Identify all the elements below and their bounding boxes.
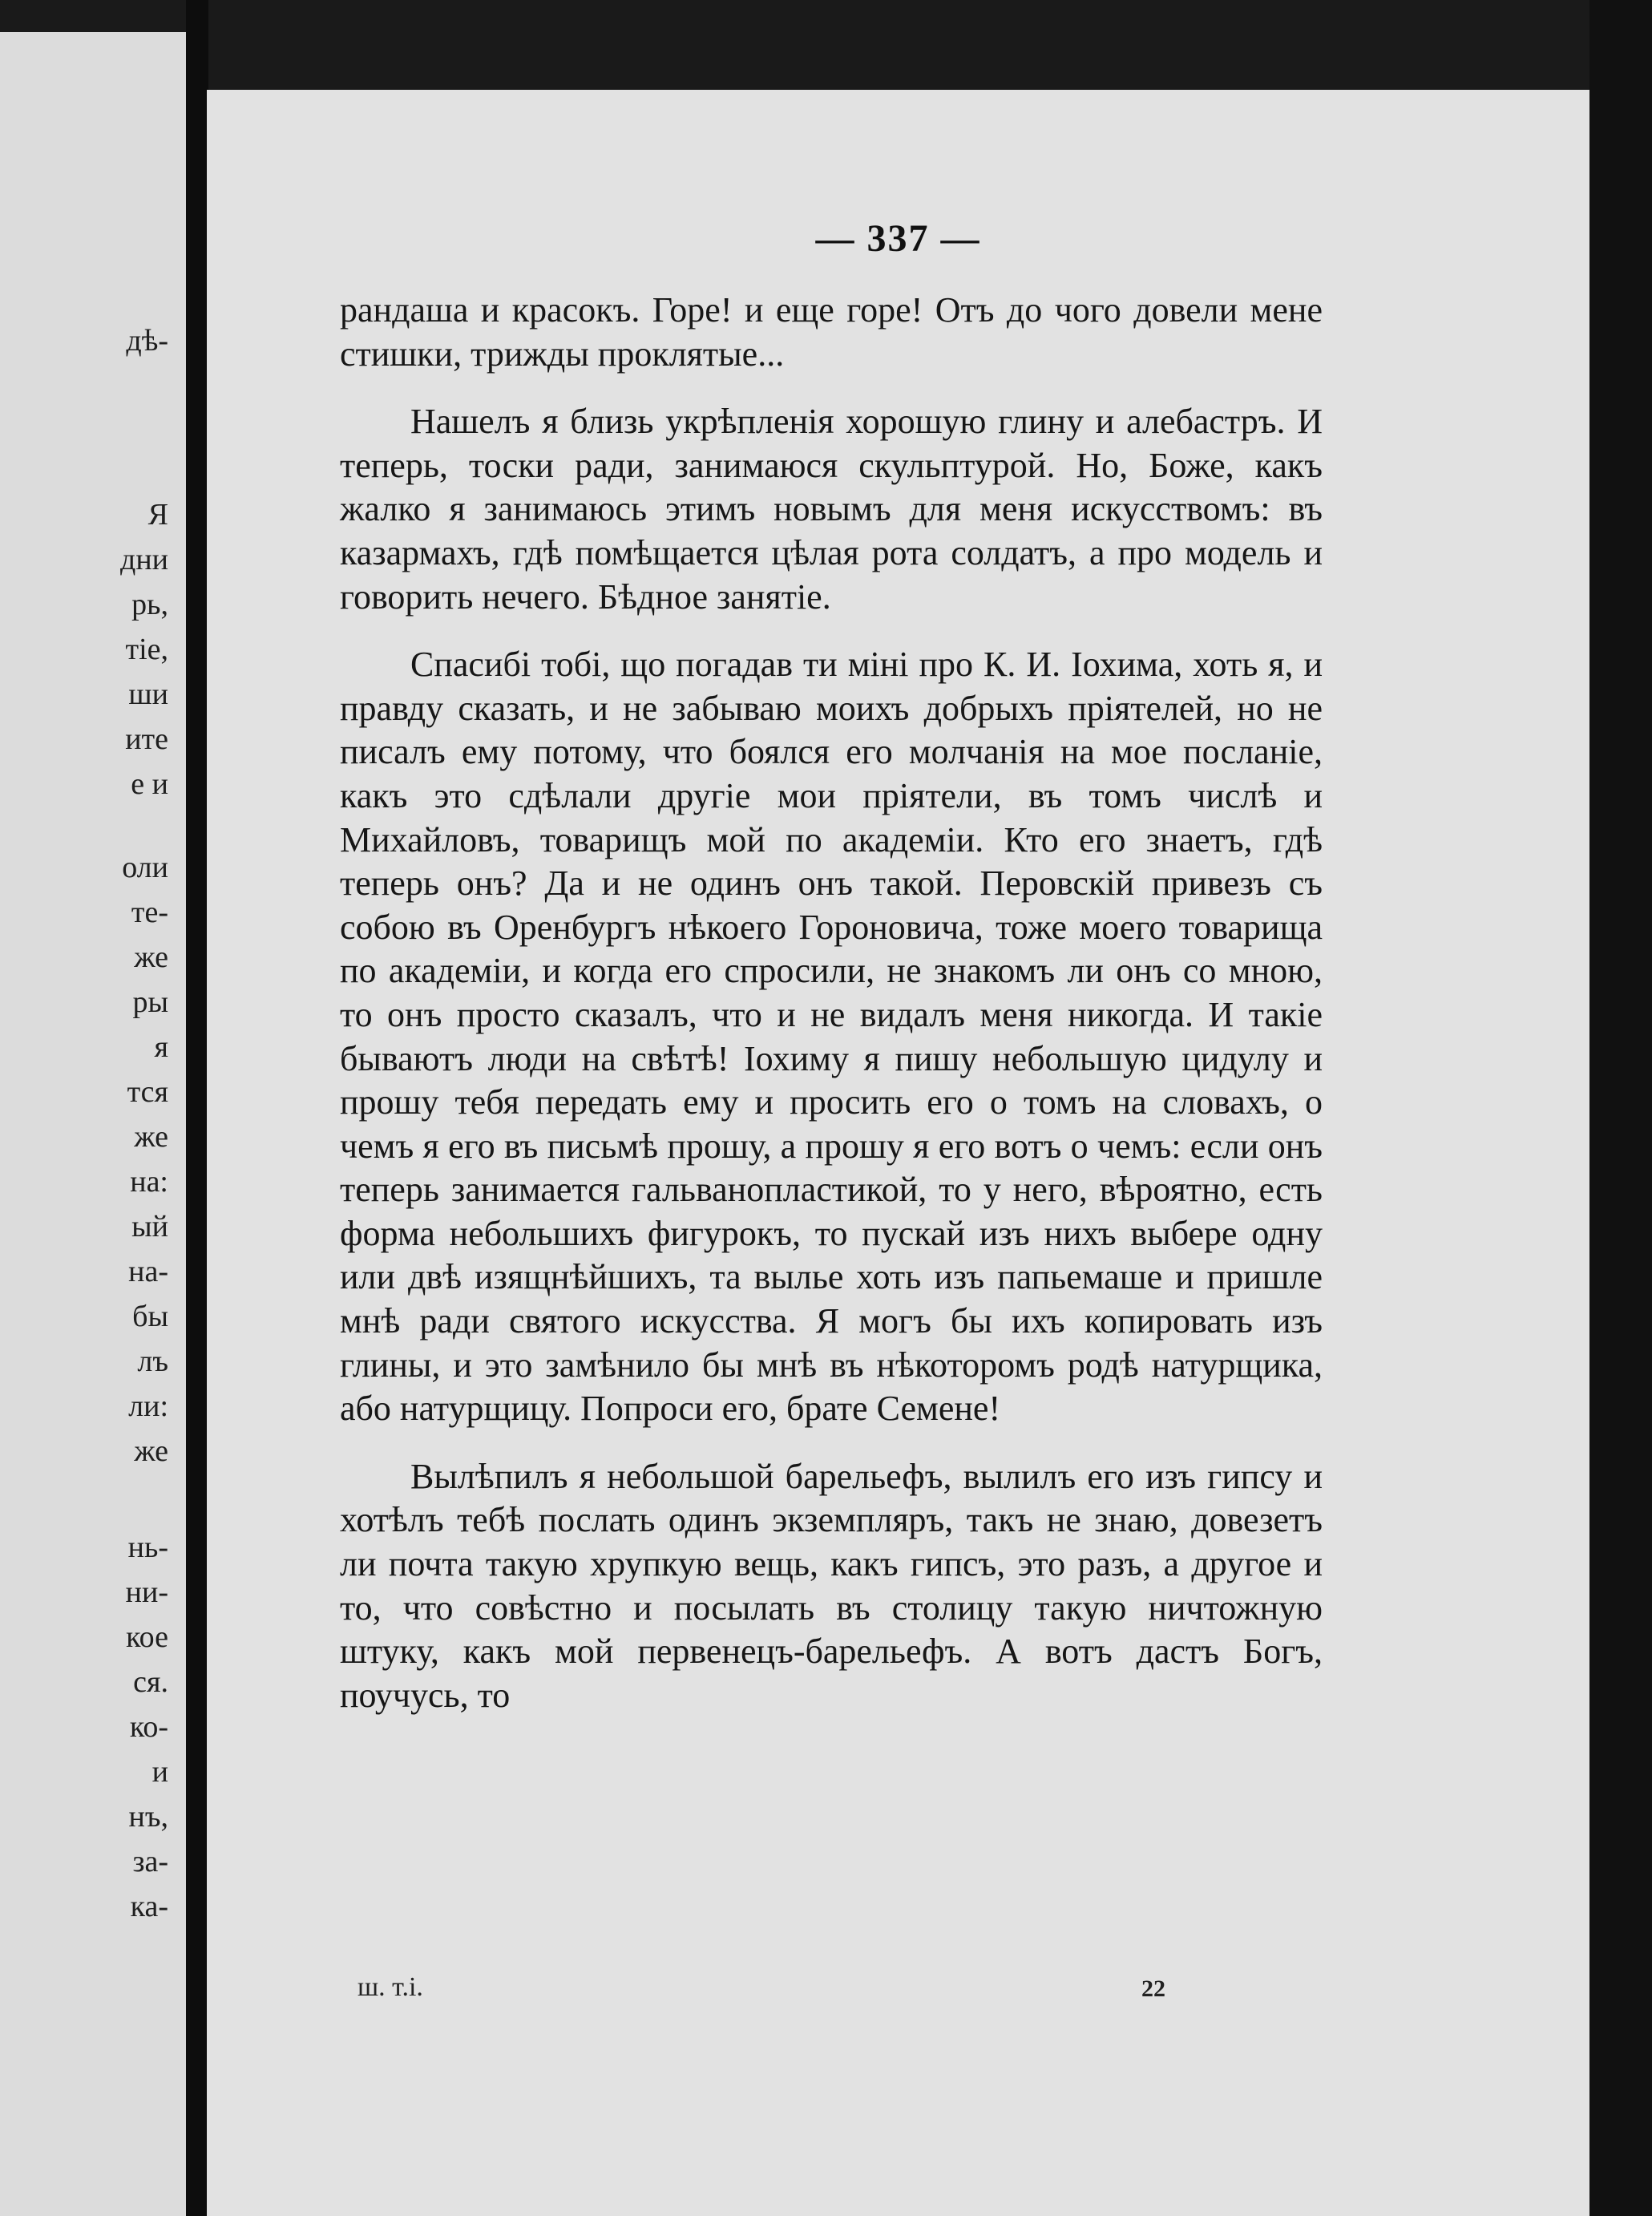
paragraph: Нашелъ я близь укрѣпленія хорошую глину и алебастръ. И теперь, тоски ради, занимаюся скульптурой. Но, Боже, какъ жалко я занимаюсь этимъ новымъ для меня искусствомъ: въ казармахъ, гдѣ помѣщается цѣлая рота солдатъ, а про модель и говорить нечего. Бѣдное занятіе.	[340, 402, 1323, 617]
page-number: — 337 —	[815, 217, 981, 260]
left-fragment-text: на-	[128, 1255, 168, 1288]
left-fragment-text: ый	[131, 1210, 168, 1243]
left-fragment-text: на:	[130, 1165, 168, 1199]
left-fragment-text: же	[134, 940, 168, 974]
left-fragment-text: оли	[122, 851, 168, 884]
paragraph: Вылѣпилъ я небольшой барельефъ, вылилъ его изъ гипсу и хотѣлъ тебѣ послать одинъ экземпляръ, такъ не знаю, довезетъ ли почта такую хрупкую вещь, какъ гипсъ, это разъ, а другое и то, что совѣстно и посылать въ столицу такую ничтожную штуку, какъ мой первенецъ-барельефъ. А вотъ дастъ Богъ, поучусь, то	[340, 1456, 1323, 1715]
left-fragment-text: дни	[119, 543, 168, 576]
left-fragment-text: ся.	[133, 1665, 168, 1699]
left-fragment-text: Я	[147, 498, 168, 532]
left-fragment-text: те-	[131, 896, 168, 929]
left-fragment-text: лъ	[137, 1345, 168, 1378]
left-fragment-text: ни-	[125, 1575, 168, 1609]
left-fragment-text: ры	[132, 985, 168, 1019]
left-fragment-text: за-	[132, 1845, 168, 1878]
page-text	[340, 289, 1323, 1741]
left-fragment-text: тся	[127, 1075, 168, 1109]
paragraph: рандаша и красокъ. Горе! и еще горе! Отъ до чого довели мене стишки, трижды проклятые...	[340, 290, 1323, 374]
paragraph: Спасибі тобі, що погадав ти міні про К. И. Іохима, хоть я, и правду сказать, и не забываю моихъ добрыхъ пріятелей, но не писалъ ему потому, что боялся его молчанія на мое посланіе, какъ это сдѣлали другіе мои пріятели, въ томъ числѣ и Михайловъ, товарищъ мой по академіи. Кто его знаетъ, гдѣ теперь онъ? Да и не одинъ онъ такой. Перовскій привезъ съ собою въ Оренбургъ нѣкоего Гороновича, тоже моего товарища по академіи, и когда его спросили, не знакомъ ли онъ со мною, то онъ просто сказалъ, что и не видалъ меня никогда. И такіе бываютъ люди на свѣтѣ! Іохиму я пишу небольшую цидулу и прошу тебя передать ему и просить его о томъ на словахъ, о чемъ я его въ письмѣ прошу, а прошу я его вотъ о чемъ: если онъ теперь занимается гальванопластикой, то у него, вѣроятно, есть форма небольшихъ фигурокъ, то пускай изъ нихъ выбере одну или двѣ изящнѣйшихъ, та вылье хоть изъ папьемаше и пришле мнѣ ради святого искусства. Я могъ бы ихъ копировать изъ глины, и это замѣнило бы мнѣ въ нѣкоторомъ родѣ натурщика, або натурщицу. Попроси его, брате Семене!	[340, 645, 1323, 1429]
signature-mark: ш. т.і.	[357, 1972, 423, 2002]
book-gutter	[186, 0, 208, 2216]
left-fragment-text: нъ,	[128, 1800, 168, 1834]
left-fragment-text: тіе,	[125, 633, 168, 666]
left-fragment-text: же	[134, 1434, 168, 1468]
left-fragment-text: ли:	[128, 1389, 168, 1423]
left-fragment-text: нь-	[127, 1531, 168, 1564]
left-fragment-text: ши	[128, 677, 168, 711]
book-edge	[1589, 0, 1652, 2216]
left-fragment-text: ко-	[129, 1710, 168, 1744]
left-fragment-text: дѣ-	[126, 324, 168, 358]
sheet-number: 22	[1141, 1975, 1165, 2002]
left-fragment-text: бы	[132, 1300, 168, 1333]
left-fragment-text: е и	[131, 767, 168, 801]
left-fragment-text: ите	[125, 722, 168, 756]
book-page	[207, 90, 1589, 2216]
left-fragment-text: кое	[126, 1620, 168, 1654]
left-fragment-text: же	[134, 1120, 168, 1154]
left-fragment-text: ка-	[130, 1890, 168, 1923]
left-fragment-text: рь,	[131, 588, 168, 621]
left-page-fragment	[0, 32, 186, 2216]
left-fragment-text: и	[151, 1755, 168, 1789]
left-fragment-text: я	[154, 1030, 168, 1064]
